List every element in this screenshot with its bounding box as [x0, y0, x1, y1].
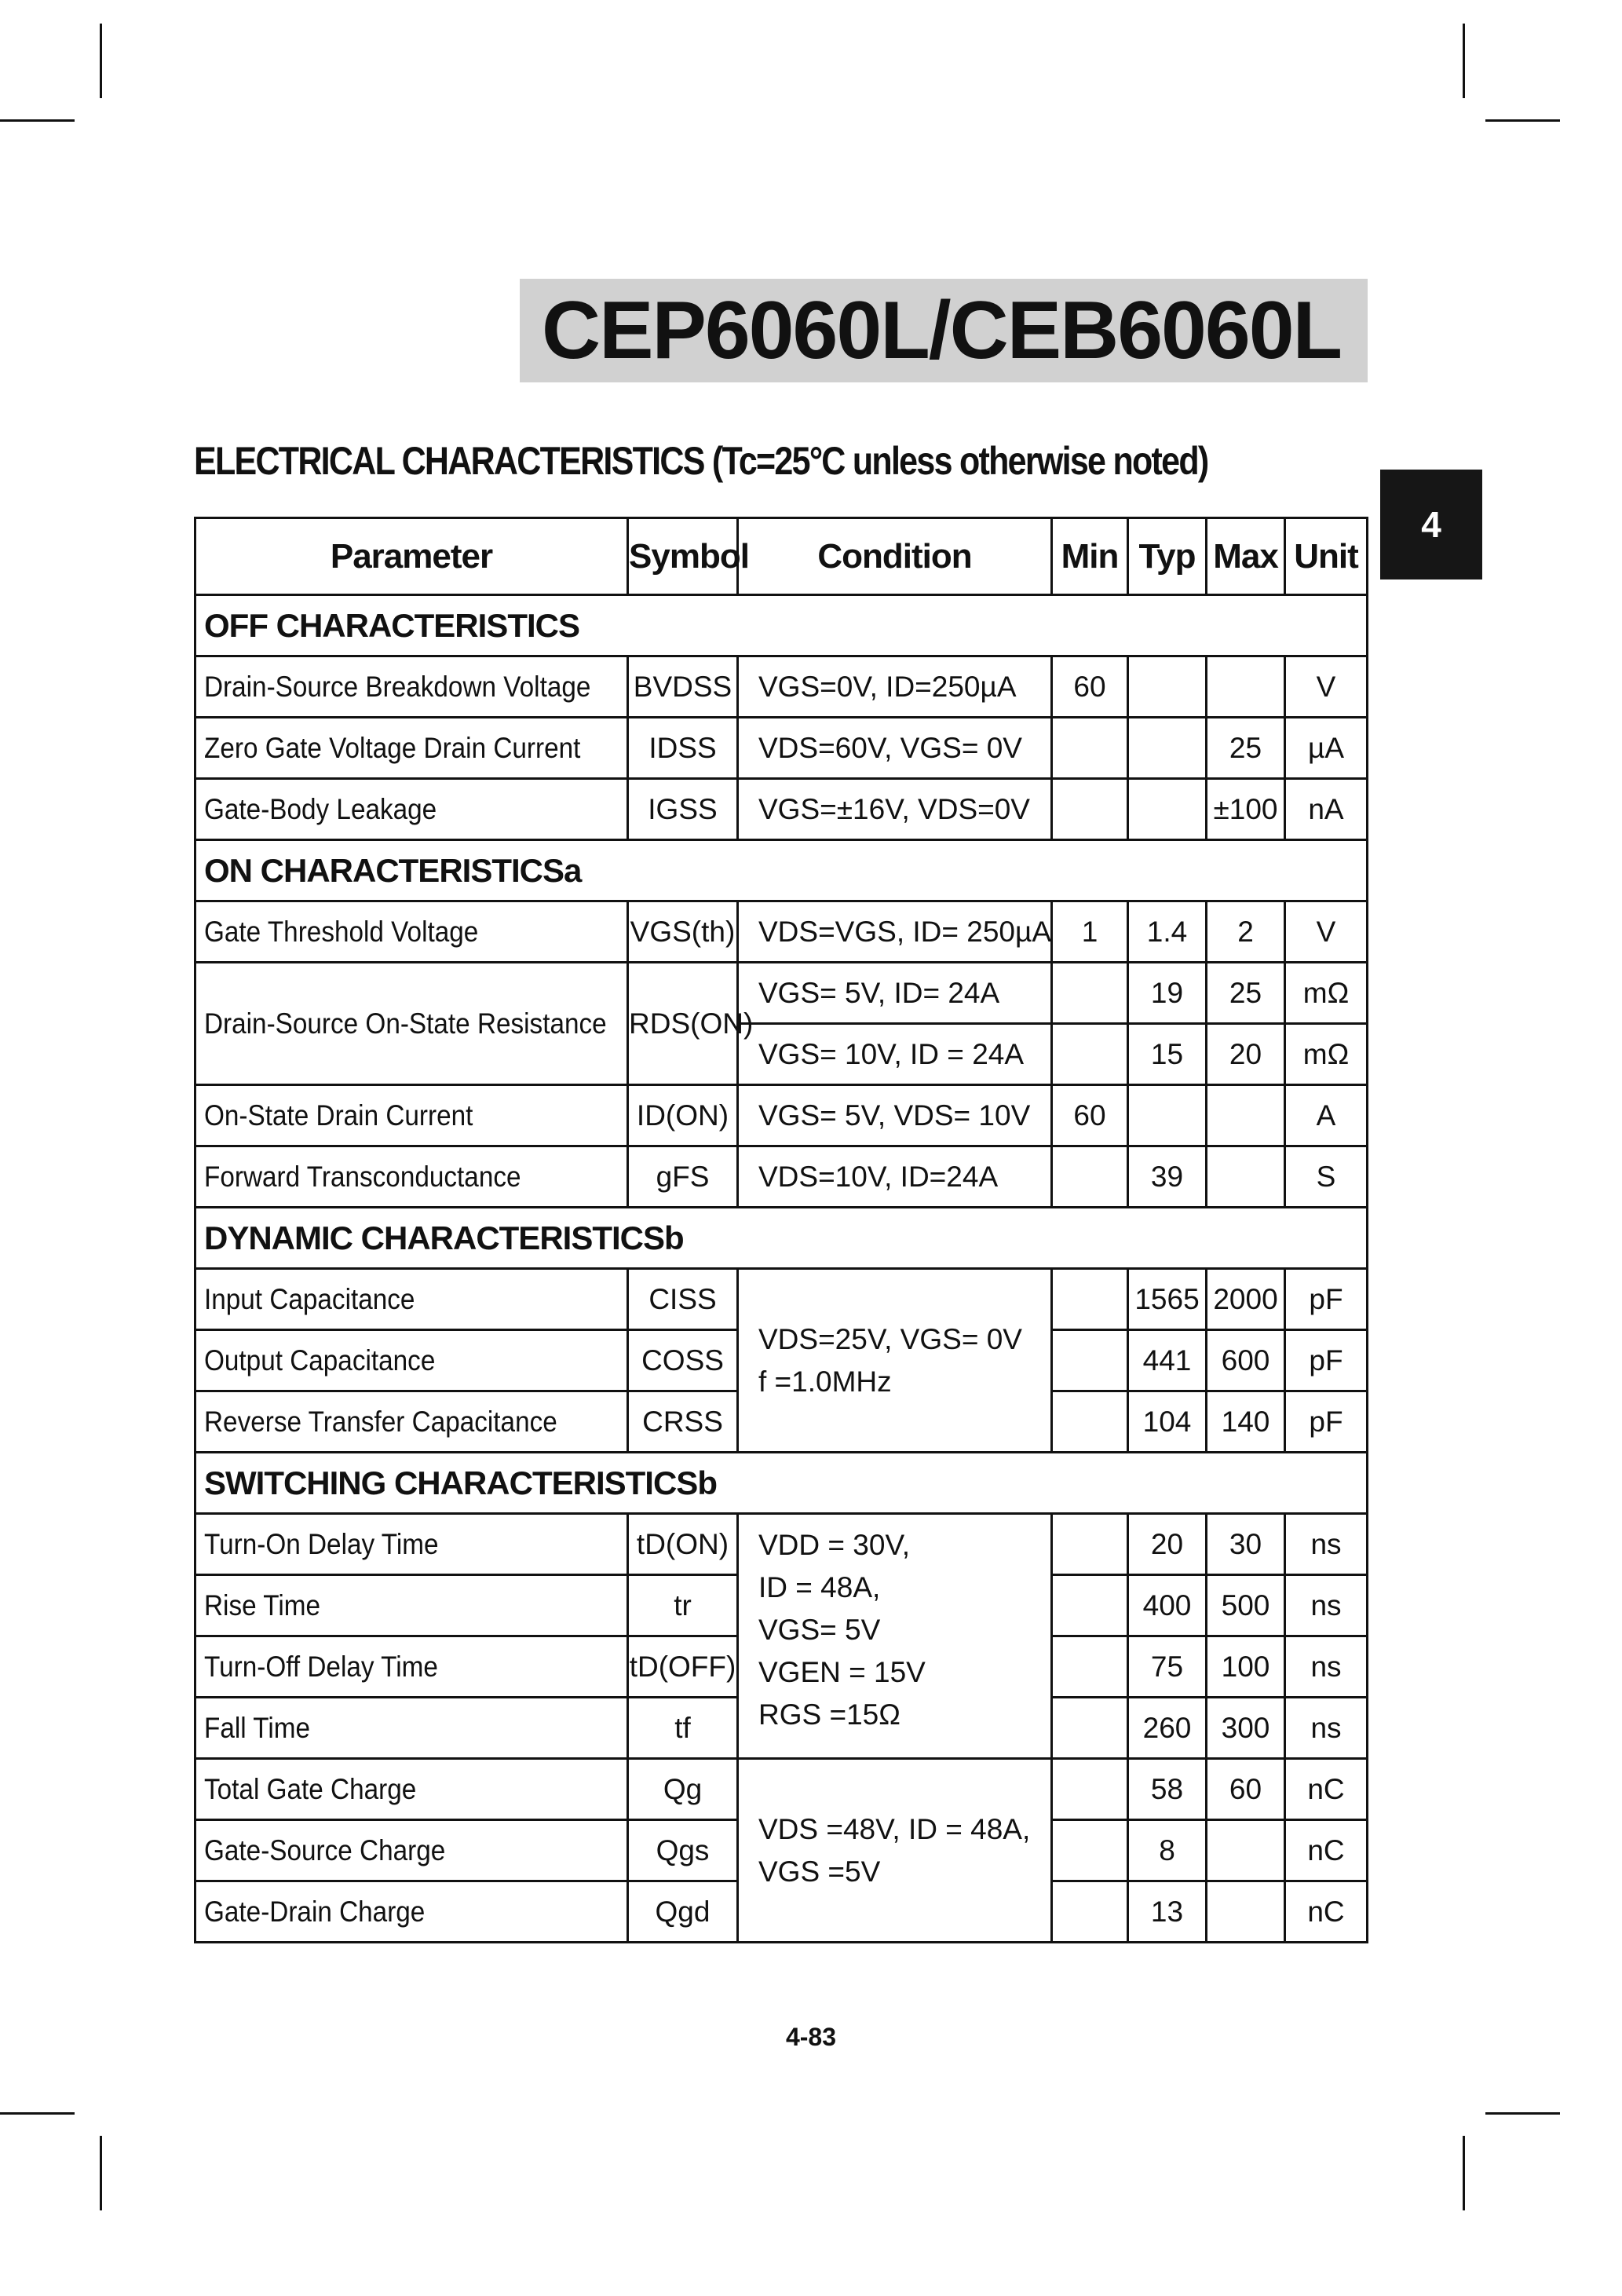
min-cell: [1052, 1391, 1128, 1453]
parameter-cell: Rise Time: [195, 1575, 628, 1636]
min-cell: [1052, 1759, 1128, 1820]
table-row: [195, 901, 1368, 963]
section-title-on: ON CHARACTERISTICSa: [195, 840, 1368, 901]
crop-mark: [1485, 119, 1560, 122]
table-row: [195, 1146, 1368, 1208]
typ-cell: [1128, 779, 1207, 840]
symbol-cell: COSS: [628, 1330, 738, 1391]
typ-cell: 20: [1128, 1514, 1207, 1575]
crop-mark: [1485, 2112, 1560, 2115]
table-row: [195, 963, 1368, 1024]
crop-mark: [100, 2136, 102, 2210]
condition-cell: VGS=±16V, VDS=0V: [738, 779, 1052, 840]
min-cell: 60: [1052, 1085, 1128, 1146]
parameter-cell: Forward Transconductance: [195, 1146, 628, 1208]
table-row: [195, 718, 1368, 779]
symbol-cell: CRSS: [628, 1391, 738, 1453]
crop-mark: [100, 24, 102, 98]
condition-cell: VGS=0V, ID=250µA: [738, 656, 1052, 718]
parameter-cell: Turn-Off Delay Time: [195, 1636, 628, 1698]
parameter-cell: Turn-On Delay Time: [195, 1514, 628, 1575]
condition-cell: [738, 1759, 1052, 1943]
condition-cell: VGS= 5V, ID= 24A: [738, 963, 1052, 1024]
parameter-cell: Gate Threshold Voltage: [195, 901, 628, 963]
max-cell: 500: [1207, 1575, 1285, 1636]
symbol-cell: tD(OFF): [628, 1636, 738, 1698]
table-row: [195, 779, 1368, 840]
min-cell: [1052, 779, 1128, 840]
condition-cell: [738, 1269, 1052, 1453]
condition-cell: VDS=VGS, ID= 250µA: [738, 901, 1052, 963]
symbol-cell: RDS(ON): [628, 963, 738, 1085]
document-title: CEP6060L/CEB6060L: [542, 285, 1342, 376]
condition-line: ID = 48A,: [758, 1571, 881, 1603]
parameter-cell: Output Capacitance: [195, 1330, 628, 1391]
typ-cell: 19: [1128, 963, 1207, 1024]
parameter-cell: Drain-Source Breakdown Voltage: [195, 656, 628, 718]
unit-cell: S: [1285, 1146, 1368, 1208]
unit-cell: nC: [1285, 1881, 1368, 1943]
crop-mark: [1463, 24, 1465, 98]
unit-cell: mΩ: [1285, 963, 1368, 1024]
symbol-cell: gFS: [628, 1146, 738, 1208]
max-cell: 600: [1207, 1330, 1285, 1391]
section-row: [195, 595, 1368, 656]
parameter-cell: Fall Time: [195, 1698, 628, 1759]
min-cell: [1052, 1024, 1128, 1085]
unit-cell: pF: [1285, 1391, 1368, 1453]
crop-mark: [1463, 2136, 1465, 2210]
max-cell: 20: [1207, 1024, 1285, 1085]
parameter-cell: Gate-Source Charge: [195, 1820, 628, 1881]
section-row: [195, 1453, 1368, 1514]
typ-cell: 13: [1128, 1881, 1207, 1943]
symbol-cell: ID(ON): [628, 1085, 738, 1146]
parameter-cell: Gate-Drain Charge: [195, 1881, 628, 1943]
parameter-cell: Input Capacitance: [195, 1269, 628, 1330]
max-cell: [1207, 656, 1285, 718]
max-cell: 30: [1207, 1514, 1285, 1575]
parameter-cell: Drain-Source On-State Resistance: [195, 963, 628, 1085]
condition-line: VDS=25V, VGS= 0V: [758, 1322, 1022, 1355]
symbol-cell: Qgs: [628, 1820, 738, 1881]
header-condition: Condition: [738, 518, 1052, 595]
symbol-cell: Qgd: [628, 1881, 738, 1943]
max-cell: 140: [1207, 1391, 1285, 1453]
section-title-off: OFF CHARACTERISTICS: [195, 595, 1368, 656]
unit-cell: pF: [1285, 1330, 1368, 1391]
unit-cell: nC: [1285, 1759, 1368, 1820]
header-parameter: Parameter: [195, 518, 628, 595]
crop-mark: [0, 2112, 75, 2115]
symbol-cell: IGSS: [628, 779, 738, 840]
min-cell: [1052, 963, 1128, 1024]
typ-cell: 75: [1128, 1636, 1207, 1698]
typ-cell: 1.4: [1128, 901, 1207, 963]
typ-cell: 1565: [1128, 1269, 1207, 1330]
max-cell: ±100: [1207, 779, 1285, 840]
min-cell: [1052, 718, 1128, 779]
symbol-cell: tf: [628, 1698, 738, 1759]
min-cell: [1052, 1820, 1128, 1881]
typ-cell: [1128, 718, 1207, 779]
min-cell: [1052, 1146, 1128, 1208]
parameter-cell: Gate-Body Leakage: [195, 779, 628, 840]
table-row: [195, 1514, 1368, 1575]
max-cell: [1207, 1085, 1285, 1146]
condition-cell: VDS=10V, ID=24A: [738, 1146, 1052, 1208]
condition-line: VGS= 5V: [758, 1614, 881, 1646]
unit-cell: ns: [1285, 1575, 1368, 1636]
min-cell: [1052, 1330, 1128, 1391]
min-cell: 1: [1052, 901, 1128, 963]
max-cell: 300: [1207, 1698, 1285, 1759]
min-cell: [1052, 1881, 1128, 1943]
typ-cell: 441: [1128, 1330, 1207, 1391]
typ-cell: 15: [1128, 1024, 1207, 1085]
table-row: [195, 1759, 1368, 1820]
table-row: [195, 1269, 1368, 1330]
min-cell: [1052, 1575, 1128, 1636]
crop-mark: [0, 119, 75, 122]
symbol-cell: BVDSS: [628, 656, 738, 718]
unit-cell: pF: [1285, 1269, 1368, 1330]
typ-cell: 58: [1128, 1759, 1207, 1820]
typ-cell: 39: [1128, 1146, 1207, 1208]
max-cell: [1207, 1820, 1285, 1881]
unit-cell: mΩ: [1285, 1024, 1368, 1085]
parameter-cell: Total Gate Charge: [195, 1759, 628, 1820]
typ-cell: 104: [1128, 1391, 1207, 1453]
header-min: Min: [1052, 518, 1128, 595]
unit-cell: ns: [1285, 1514, 1368, 1575]
condition-cell: [738, 1514, 1052, 1759]
table-row: [195, 656, 1368, 718]
typ-cell: [1128, 1085, 1207, 1146]
min-cell: [1052, 1636, 1128, 1698]
unit-cell: A: [1285, 1085, 1368, 1146]
min-cell: [1052, 1269, 1128, 1330]
unit-cell: nA: [1285, 779, 1368, 840]
typ-cell: 260: [1128, 1698, 1207, 1759]
max-cell: 60: [1207, 1759, 1285, 1820]
parameter-cell: Zero Gate Voltage Drain Current: [195, 718, 628, 779]
symbol-cell: IDSS: [628, 718, 738, 779]
unit-cell: ns: [1285, 1636, 1368, 1698]
symbol-cell: CISS: [628, 1269, 738, 1330]
typ-cell: [1128, 656, 1207, 718]
condition-line: VGS =5V: [758, 1855, 881, 1888]
typ-cell: 400: [1128, 1575, 1207, 1636]
electrical-characteristics-table: [194, 517, 1368, 1943]
max-cell: [1207, 1881, 1285, 1943]
section-title-dynamic: DYNAMIC CHARACTERISTICSb: [195, 1208, 1368, 1269]
header-unit: Unit: [1285, 518, 1368, 595]
section-title-switching: SWITCHING CHARACTERISTICSb: [195, 1453, 1368, 1514]
unit-cell: V: [1285, 656, 1368, 718]
header-row: [195, 518, 1368, 595]
unit-cell: nC: [1285, 1820, 1368, 1881]
condition-cell: VGS= 5V, VDS= 10V: [738, 1085, 1052, 1146]
max-cell: 2: [1207, 901, 1285, 963]
condition-cell: VDS=60V, VGS= 0V: [738, 718, 1052, 779]
condition-line: RGS =15Ω: [758, 1698, 901, 1731]
condition-line: f =1.0MHz: [758, 1365, 892, 1398]
header-typ: Typ: [1128, 518, 1207, 595]
parameter-cell: Reverse Transfer Capacitance: [195, 1391, 628, 1453]
min-cell: [1052, 1514, 1128, 1575]
max-cell: [1207, 1146, 1285, 1208]
section-row: [195, 1208, 1368, 1269]
page-number: 4-83: [785, 2023, 837, 2051]
max-cell: 25: [1207, 718, 1285, 779]
unit-cell: µA: [1285, 718, 1368, 779]
typ-cell: 8: [1128, 1820, 1207, 1881]
symbol-cell: Qg: [628, 1759, 738, 1820]
header-max: Max: [1207, 518, 1285, 595]
symbol-cell: tD(ON): [628, 1514, 738, 1575]
symbol-cell: VGS(th): [628, 901, 738, 963]
condition-line: VDD = 30V,: [758, 1529, 911, 1561]
header-symbol: Symbol: [628, 518, 738, 595]
min-cell: [1052, 1698, 1128, 1759]
section-heading: ELECTRICAL CHARACTERISTICS (Tc=25°C unless otherwise noted): [194, 439, 1208, 483]
parameter-cell: On-State Drain Current: [195, 1085, 628, 1146]
max-cell: 100: [1207, 1636, 1285, 1698]
unit-cell: V: [1285, 901, 1368, 963]
max-cell: 25: [1207, 963, 1285, 1024]
condition-line: VGEN = 15V: [758, 1656, 926, 1688]
section-row: [195, 840, 1368, 901]
symbol-cell: tr: [628, 1575, 738, 1636]
min-cell: 60: [1052, 656, 1128, 718]
max-cell: 2000: [1207, 1269, 1285, 1330]
table-row: [195, 1085, 1368, 1146]
condition-line: VDS =48V, ID = 48A,: [758, 1812, 1031, 1845]
page-tab: 4: [1380, 470, 1482, 579]
condition-cell: VGS= 10V, ID = 24A: [738, 1024, 1052, 1085]
unit-cell: ns: [1285, 1698, 1368, 1759]
